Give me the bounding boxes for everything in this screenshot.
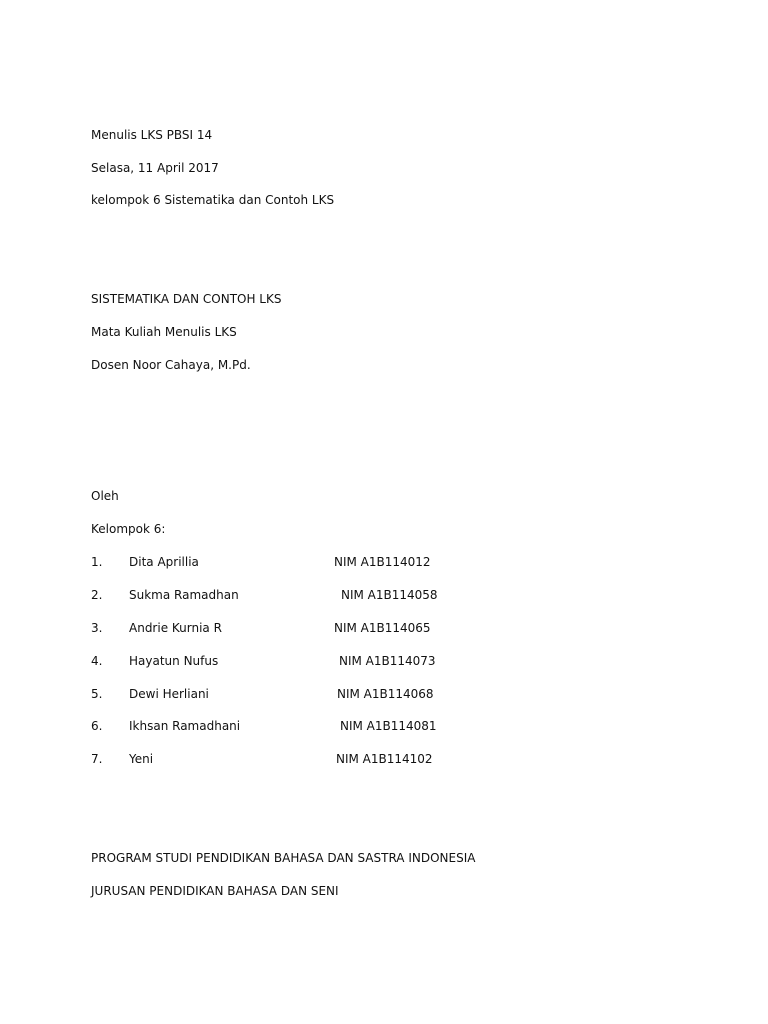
member-nim: NIM A1B114081 <box>340 719 437 733</box>
document-title: SISTEMATIKA DAN CONTOH LKS <box>91 292 282 306</box>
member-name: Ikhsan Ramadhani <box>129 719 241 733</box>
member-nim: NIM A1B114012 <box>334 555 431 569</box>
member-number: 2. <box>91 588 103 602</box>
member-nim: NIM A1B114102 <box>336 752 433 766</box>
header-date-line: Selasa, 11 April 2017 <box>91 161 219 175</box>
group-label: Kelompok 6: <box>91 522 166 536</box>
member-name: Sukma Ramadhan <box>129 588 239 602</box>
member-nim: NIM A1B114058 <box>341 588 438 602</box>
member-nim: NIM A1B114065 <box>334 621 431 635</box>
member-row <box>91 587 511 603</box>
member-row <box>91 686 511 702</box>
member-number: 4. <box>91 654 103 668</box>
member-name: Hayatun Nufus <box>129 654 219 668</box>
member-number: 5. <box>91 687 103 701</box>
member-number: 6. <box>91 719 103 733</box>
member-name: Yeni <box>129 752 154 766</box>
member-row <box>91 620 511 636</box>
member-number: 7. <box>91 752 103 766</box>
member-nim: NIM A1B114068 <box>337 687 434 701</box>
member-row <box>91 653 511 669</box>
program-name: PROGRAM STUDI PENDIDIKAN BAHASA DAN SASTRA INDONESIA <box>91 851 476 865</box>
member-number: 3. <box>91 621 103 635</box>
member-row <box>91 554 511 570</box>
header-course-line: Menulis LKS PBSI 14 <box>91 128 213 142</box>
header-topic-line: kelompok 6 Sistematika dan Contoh LKS <box>91 193 335 207</box>
member-name: Dewi Herliani <box>129 687 209 701</box>
by-label: Oleh <box>91 489 119 503</box>
department-name: JURUSAN PENDIDIKAN BAHASA DAN SENI <box>91 884 339 898</box>
lecturer-name: Dosen Noor Cahaya, M.Pd. <box>91 358 251 372</box>
member-row <box>91 751 511 767</box>
member-name: Dita Aprillia <box>129 555 199 569</box>
member-name: Andrie Kurnia R <box>129 621 222 635</box>
member-row <box>91 718 511 734</box>
member-nim: NIM A1B114073 <box>339 654 436 668</box>
member-number: 1. <box>91 555 103 569</box>
course-name: Mata Kuliah Menulis LKS <box>91 325 237 339</box>
